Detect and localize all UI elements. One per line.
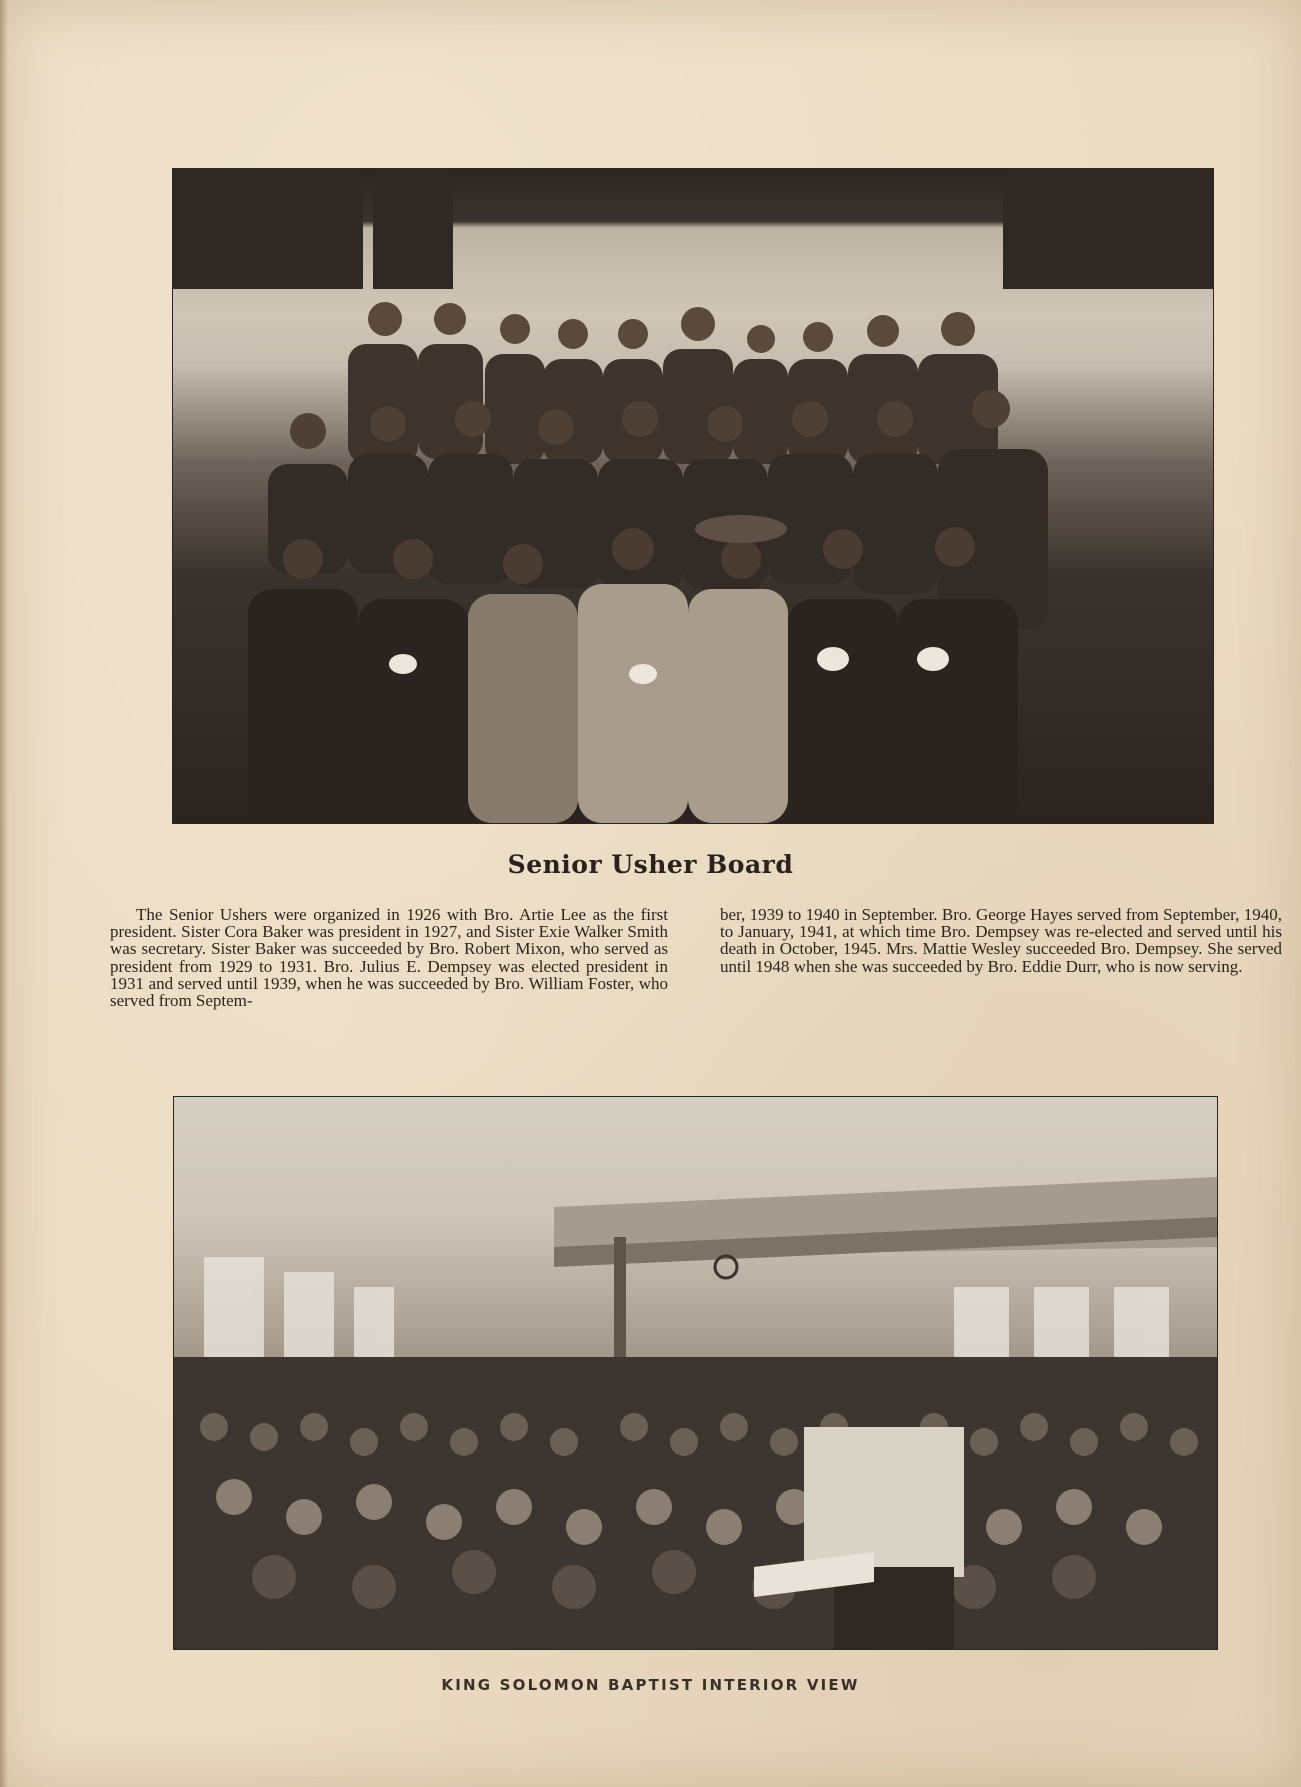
page-edge-shadow (0, 0, 8, 1787)
interior-scene (174, 1097, 1217, 1649)
group-figures (173, 169, 1213, 823)
photo-caption: KING SOLOMON BAPTIST INTERIOR VIEW (441, 1676, 860, 1694)
body-right-column: ber, 1939 to 1940 in September. Bro. George Hayes served from September, 1940, to January, 1941, at which time Bro. Dempsey was re-elected and served until his death in October, 1945. Mrs. Mattie Wesley succeeded Bro. Dempsey. She served until 1948 when she was succeeded by Bro. Eddie Durr, who is now serving. (720, 905, 1282, 976)
church-interior-photo (173, 1096, 1218, 1650)
usher-board-group-photo (172, 168, 1214, 824)
section-heading: Senior Usher Board (507, 850, 794, 879)
body-left-column: The Senior Ushers were organized in 1926 with Bro. Artie Lee as the first president. Sister Cora Baker was president in 1927, and Sister Exie Walker Smith was secretary. Sister Baker was succeeded by Bro. Robert Mixon, who served as president from 1929 to 1931. Bro. Julius E. Dempsey was elected president in 1931 and served until 1939, when he was succeeded by Bro. William Foster, who served from Septem- (110, 905, 668, 1011)
